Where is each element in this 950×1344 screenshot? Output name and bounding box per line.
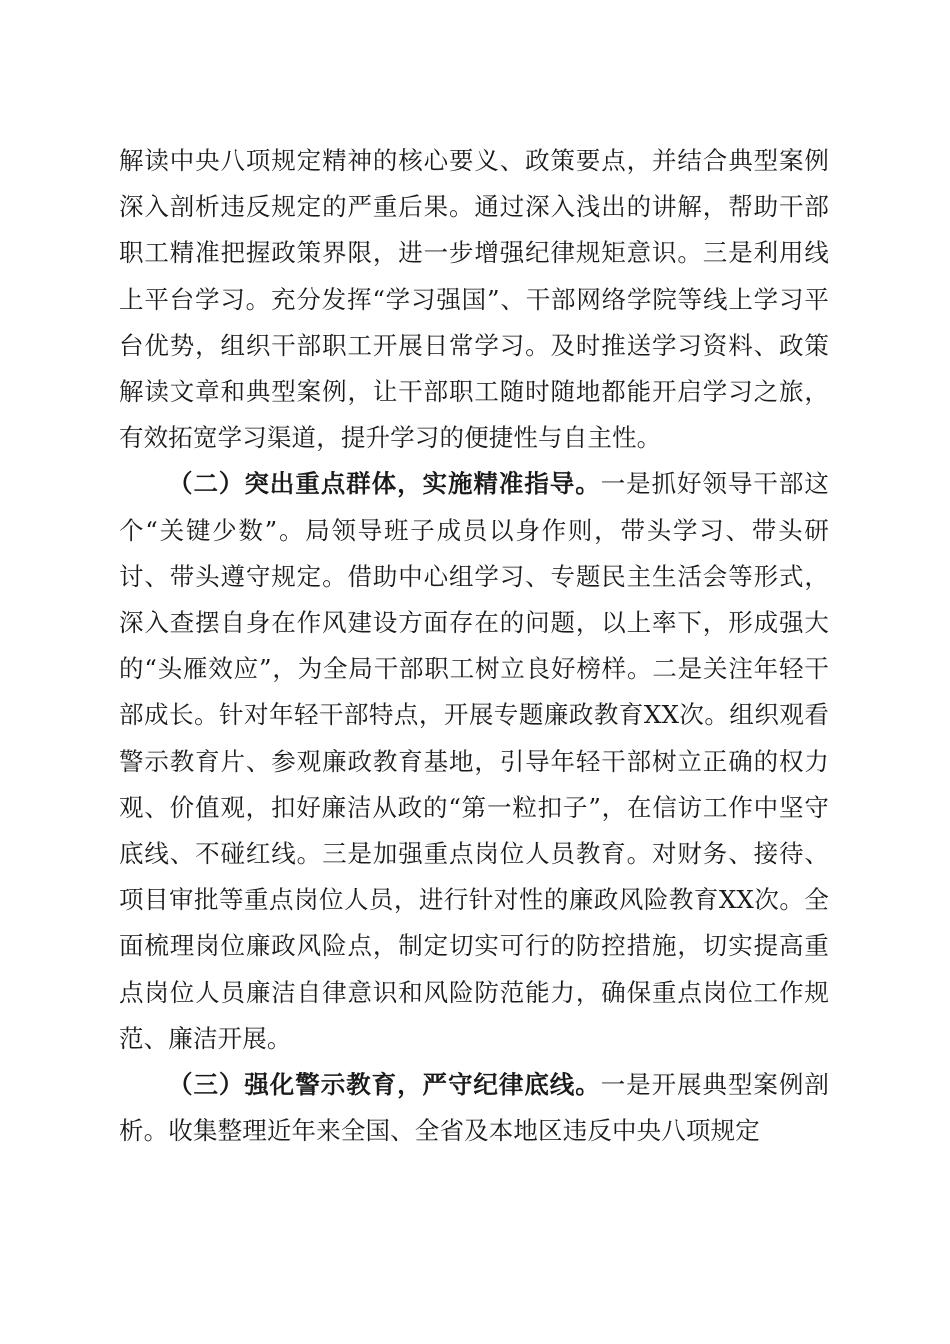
paragraph-2-text: 一是抓好领导干部这个“关键少数”。局领导班子成员以身作则，带头学习、带头研讨、带头遵守规定。借助中心组学习、专题民主生活会等形式，深入查摆自身在作风建设方面存在的问题，以上率下，形成强大的“头雁效应”，为全局干部职工树立良好榜样。二是关注年轻干部成长。针对年轻干部特点，开展专题廉政教育XX次。组织观看警示教育片、参观廉政教育基地，引导年轻干部树立正确的权力观、价值观，扣好廉洁从政的“第一粒扣子”，在信访工作中坚守底线、不碰红线。三是加强重点岗位人员教育。对财务、接待、项目审批等重点岗位人员，进行针对性的廉政风险教育XX次。全面梳理岗位廉政风险点，制定切实可行的防控措施，切实提高重点岗位人员廉洁自律意识和风险防范能力，确保重点岗位工作规范、廉洁开展。 [119,469,829,1053]
paragraph-2-heading: （二）突出重点群体，实施精准指导。 [168,469,601,499]
paragraph-1 [119,138,829,461]
paragraph-1-text: 解读中央八项规定精神的核心要义、政策要点，并结合典型案例深入剖析违反规定的严重后果。通过深入浅出的讲解，帮助干部职工精准把握政策界限，进一步增强纪律规矩意识。三是利用线上平台学习。充分发挥“学习强国”、干部网络学院等线上学习平台优势，组织干部职工开展日常学习。及时推送学习资料、政策解读文章和典型案例，让干部职工随时随地都能开启学习之旅，有效拓宽学习渠道，提升学习的便捷性与自主性。 [119,146,829,453]
paragraph-3-heading: （三）强化警示教育，严守纪律底线。 [168,1070,601,1100]
paragraph-3 [119,1062,829,1154]
body-text [119,138,829,1154]
paragraph-3-text: 一是开展典型案例剖析。收集整理近年来全国、全省及本地区违反中央八项规定 [119,1070,829,1146]
paragraph-2 [119,461,829,1062]
